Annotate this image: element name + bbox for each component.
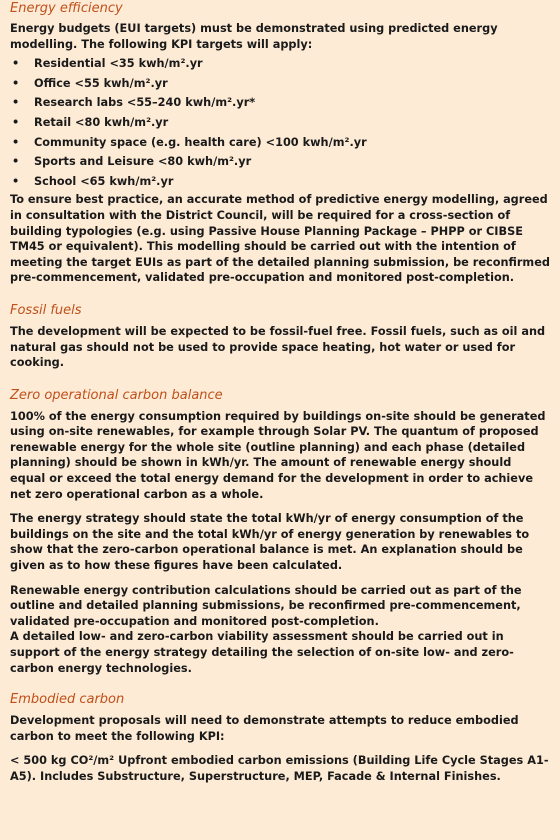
- list-item: • Research labs <55–240 kwh/m².yr*: [12, 96, 256, 110]
- embodied-carbon-kpi-paragraph: < 500 kg CO²/m² Upfront embodied carbon emissions (Building Life Cycle Stages A1-A5). Includes Substructure, Superstructure, MEP, Facade & Internal Finishes.: [10, 754, 549, 783]
- zero-carbon-paragraph-3: Renewable energy contribution calculations should be carried out as part of the outline and detailed planning submissions, be reconfirmed pre-commencement, validated pre-occupation and monitored post-completion.: [10, 583, 522, 628]
- list-item: • School <65 kwh/m².yr: [12, 174, 174, 188]
- embodied-carbon-paragraph-1: Development proposals will need to demonstrate attempts to reduce embodied carbon to meet the following KPI:: [10, 714, 519, 743]
- zero-carbon-paragraph-2: The energy strategy should state the total kWh/yr of energy consumption of the buildings on the site and the total kWh/yr of energy generation by renewables to show that the zero-carbon operational balance is met. An explanation should be given as to how these figures have been calculated.: [10, 512, 530, 573]
- zero-carbon-paragraph-4: A detailed low- and zero-carbon viability assessment should be carried out in support of the energy strategy detailing the selection of on-site low- and zero-carbon energy technologies.: [10, 630, 514, 675]
- list-item: • Retail <80 kwh/m².yr: [12, 115, 169, 129]
- list-item: • Residential <35 kwh/m².yr: [12, 57, 203, 71]
- heading-embodied-carbon: Embodied carbon: [10, 692, 125, 708]
- heading-energy-efficiency: Energy efficiency: [10, 1, 123, 16]
- list-item: • Community space (e.g. health care) <100 kwh/m².yr: [12, 135, 367, 149]
- heading-zero-operational-carbon: Zero operational carbon balance: [10, 387, 223, 403]
- fossil-fuels-paragraph: The development will be expected to be fossil-fuel free. Fossil fuels, such as oil and natural gas should not be used to provide space heating, hot water or used for cooking.: [10, 324, 546, 370]
- heading-fossil-fuels: Fossil fuels: [10, 302, 82, 318]
- list-item: • Office <55 kwh/m².yr: [12, 76, 168, 90]
- energy-intro-paragraph: Energy budgets (EUI targets) must be demonstrated using predicted energy modelling. The following KPI targets will apply:: [10, 22, 498, 51]
- energy-modelling-paragraph: To ensure best practice, an accurate method of predictive energy modelling, agreed in consultation with the District Council, will be required for a cross-section of building typologies (e.g. using Passive House Planning Package – PHPP or CIBSE TM45 or equivalent). This modelling should be carried out with the intention of meeting the target EUIs as part of the detailed planning submission, be reconfirmed pre-commencement, validated pre-occupation and monitored post-completion.: [10, 193, 550, 285]
- zero-carbon-paragraph-1: 100% of the energy consumption required by buildings on-site should be generated using on-site renewables, for example through Solar PV. The quantum of proposed renewable energy for the whole site (outline planning) and each phase (detailed planning) should be shown in kWh/yr. The amount of renewable energy should equal or exceed the total energy demand for the development in order to achieve net zero operational carbon as a whole.: [10, 409, 546, 501]
- eui-targets-list: [10, 54, 550, 191]
- list-item: • Sports and Leisure <80 kwh/m².yr: [12, 155, 252, 169]
